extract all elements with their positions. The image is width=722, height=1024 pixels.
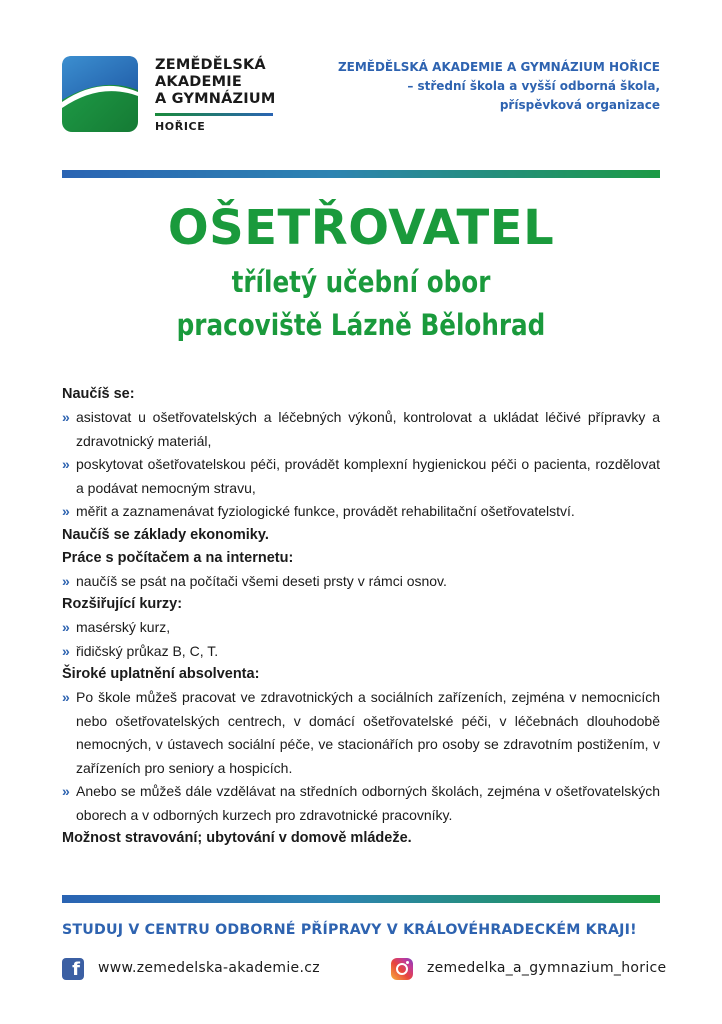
list-item (62, 686, 660, 780)
instagram-handle-link[interactable]: zemedelka_a_gymnazium_horice (427, 960, 667, 976)
school-name (300, 58, 660, 115)
list-item (62, 640, 660, 664)
website-link[interactable]: www.zemedelska-akademie.cz (98, 960, 320, 976)
school-name-line-1: ZEMĚDĚLSKÁ AKADEMIE A GYMNÁZIUM HOŘICE (337, 60, 660, 74)
list-item (62, 453, 660, 500)
school-logo-icon (62, 56, 138, 132)
list-item-text: měřit a zaznamenávat fyziologické funkce, provádět rehabilitační ošetřovatelství. (76, 503, 575, 519)
courses-heading: Rozšiřující kurzy: (62, 596, 183, 612)
bullet-icon: » (62, 572, 70, 589)
page-footer (62, 955, 667, 985)
facebook-icon[interactable]: f (62, 958, 84, 980)
school-name-line-2: – střední škola a vyšší odborná škola, (407, 79, 660, 93)
computer-heading: Práce s počítačem a na internetu: (62, 549, 294, 566)
list-item-text: asistovat u ošetřovatelských a léčebných výkonů, kontrolovat a ukládat léčivé přípravky a zdravotnický materiál, (76, 409, 660, 449)
career-heading: Široké uplatnění absolventa: (62, 666, 260, 682)
logo-wordmark (155, 57, 275, 108)
list-item (62, 780, 660, 827)
subtitle-program: tříletý učební obor (231, 265, 491, 299)
list-item-text: masérský kurz, (76, 619, 171, 635)
slogan: STUDUJ V CENTRU ODBORNÉ PŘÍPRAVY V KRÁLOVÉHRADECKÉM KRAJI! (62, 922, 637, 938)
list-item (62, 500, 660, 524)
list-item-text: Anebo se můžeš dále vzdělávat na středních odborných školách, zejména v ošetřovatelských oborech a v odborných kurzech pro zdravotnické pracovníky. (76, 783, 660, 823)
list-item-text: řidičský průkaz B, C, T. (76, 642, 219, 659)
logo-city: HOŘICE (155, 120, 206, 133)
learn-heading: Naučíš se: (62, 386, 135, 402)
list-item-text: poskytovat ošetřovatelskou péči, provádět komplexní hygienickou péči o pacienta, rozdělovat a podávat nemocným stravu, (76, 456, 660, 496)
page-title: OŠETŘOVATEL (167, 200, 555, 256)
list-item (62, 570, 660, 594)
subtitle-location: pracoviště Lázně Bělohrad (176, 308, 546, 342)
logo-rule (155, 113, 273, 116)
page-header (0, 0, 722, 180)
bullet-icon: » (62, 619, 70, 635)
logo-line-1: ZEMĚDĚLSKÁ (155, 57, 266, 73)
logo-line-3: A GYMNÁZIUM (155, 91, 276, 107)
bullet-icon: » (62, 642, 70, 659)
bullet-icon: » (62, 783, 70, 799)
bullet-icon: » (62, 409, 70, 425)
bottom-divider-band (62, 895, 660, 903)
program-description (62, 383, 660, 850)
school-name-line-3: příspěvková organizace (499, 98, 660, 112)
top-divider-band (62, 170, 660, 178)
logo-line-2: AKADEMIE (155, 74, 242, 90)
economics-heading: Naučíš se základy ekonomiky. (62, 526, 269, 543)
list-item-text: Po škole můžeš pracovat ve zdravotnických a sociálních zařízeních, zejména v nemocnicích nebo ošetřovatelských centrech, v domácí ošetřovatelské péči, v léčebnách dlouhodobě nemocných, v ústavech sociální péče, ve stacionářích pro osoby se zdravotním postižením, v zařízeních pro seniory a hospicích. (76, 689, 660, 776)
list-item (62, 616, 660, 640)
list-item (62, 406, 660, 453)
bullet-icon: » (62, 503, 70, 519)
bullet-icon: » (62, 456, 70, 472)
instagram-icon[interactable] (391, 958, 413, 980)
food-heading: Možnost stravování; ubytování v domově mládeže. (62, 830, 412, 846)
list-item-text: naučíš se psát na počítači všemi deseti prsty v rámci osnov. (76, 572, 447, 589)
bullet-icon: » (62, 689, 70, 705)
